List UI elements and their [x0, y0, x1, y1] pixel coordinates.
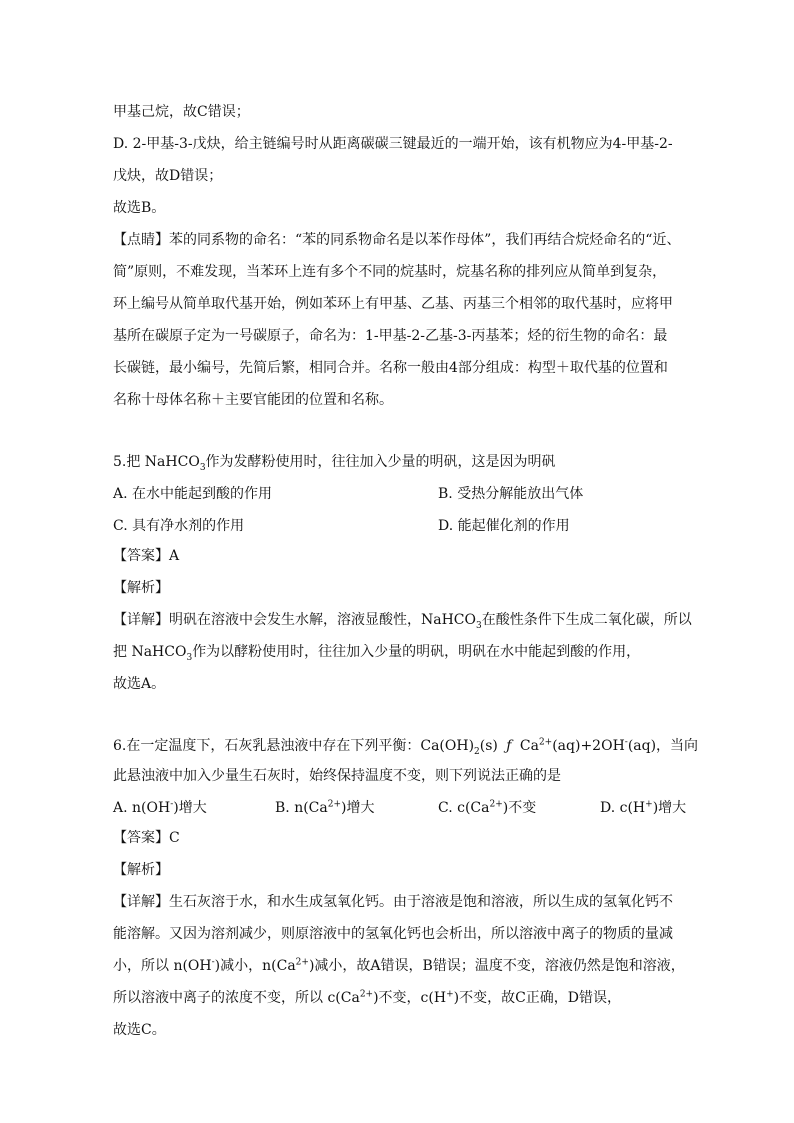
- tip-line: 【点睛】苯的同系物的命名：“苯的同系物命名是以苯作母体”，我们再结合烷烃命名的“近、: [113, 232, 681, 248]
- q6-detail-line: 小，所以 n(OH-)减小，$n(Ca^{2+})$减小，故A错误，B错误；温度不变，溶液仍然是饱和溶液，: [113, 957, 685, 974]
- q6-stem: 6.在一定温度下，石灰乳悬浊液中存在下列平衡：$Ca(OH)_2(s)$ ƒ $Ca^{2+}(aq)+2OH^-(aq)$，当向: [113, 737, 699, 757]
- q5-stem: 5.把 NaHCO$_3$作为发酵粉使用时，往往加入少量的明矾，这是因为明矾: [113, 454, 556, 473]
- q5-option-a: A. 在水中能起到酸的作用: [113, 486, 273, 502]
- text-line: 戊炔，故D错误；: [113, 168, 223, 184]
- tip-line: 长碳链，最小编号，先简后繁，相同合并。名称一般由4部分组成：构型＋取代基的位置和: [113, 360, 668, 376]
- q6-stem: 此悬浊液中加入少量生石灰时，始终保持温度不变，则下列说法正确的是: [113, 768, 561, 784]
- text-line: 甲基己烷，故C错误；: [113, 104, 250, 120]
- q5-detail-line: 【详解】明矾在溶液中会发生水解，溶液显酸性，NaHCO$_3$在酸性条件下生成二氧化碳，所以: [113, 612, 692, 631]
- q5-detail-line: 把 NaHCO$_3$作为以酵粉使用时，往往加入少量的明矾，明矾在水中能起到酸的作用，: [113, 644, 641, 663]
- q6-detail-line: 所以溶液中离子的浓度不变，所以 $c(Ca^{2+})$不变，c(H+)不变，故C正确，D错误，: [113, 989, 622, 1006]
- equilibrium-symbol: ƒ: [506, 738, 512, 754]
- q5-detail-line: 故选A。: [113, 676, 166, 692]
- q6-option-b: B. $n(Ca^{2+})$增大: [275, 799, 375, 816]
- q6-detail-line: 故选C。: [113, 1022, 166, 1038]
- tip-line: 简”原则，不难发现，当苯环上连有多个不同的烷基时，烷基名称的排列应从简单到复杂，: [113, 264, 667, 280]
- tip-line: 环上编号从简单取代基开始，例如苯环上有甲基、乙基、丙基三个相邻的取代基时，应将甲: [113, 296, 673, 312]
- q6-detail-line: 【详解】生石灰溶于水，和水生成氢氧化钙。由于溶液是饱和溶液，所以生成的氢氧化钙不: [113, 894, 673, 910]
- q6-option-c: C. $c(Ca^{2+})$不变: [438, 799, 537, 816]
- tip-line: 名称十母体名称＋主要官能团的位置和名称。: [113, 392, 393, 408]
- text-line: D. 2-甲基-3-戊炔，给主链编号时从距离碳碳三键最近的一端开始，该有机物应为4-甲基-2-: [113, 136, 673, 152]
- q6-option-a: A. n(OH-)增大: [113, 799, 207, 816]
- q5-answer: 【答案】A: [113, 548, 180, 564]
- q6-option-d: D. c(H+)增大: [600, 799, 687, 816]
- q6-detail-line: 能溶解。又因为溶剂减少，则原溶液中的氢氧化钙也会析出，所以溶液中离子的物质的量减: [113, 926, 673, 942]
- tip-line: 基所在碳原子定为一号碳原子，命名为：1-甲基-2-乙基-3-丙基苯；烃的衍生物的命名：最: [113, 328, 668, 344]
- q5-option-b: B. 受热分解能放出气体: [438, 486, 584, 502]
- q5-option-c: C. 具有净水剂的作用: [113, 518, 245, 534]
- q6-analysis-heading: 【解析】: [113, 862, 169, 878]
- text-line: 故选B。: [113, 200, 166, 216]
- q5-option-d: D. 能起催化剂的作用: [438, 518, 570, 534]
- q6-answer: 【答案】C: [113, 830, 180, 846]
- q5-analysis-heading: 【解析】: [113, 580, 169, 596]
